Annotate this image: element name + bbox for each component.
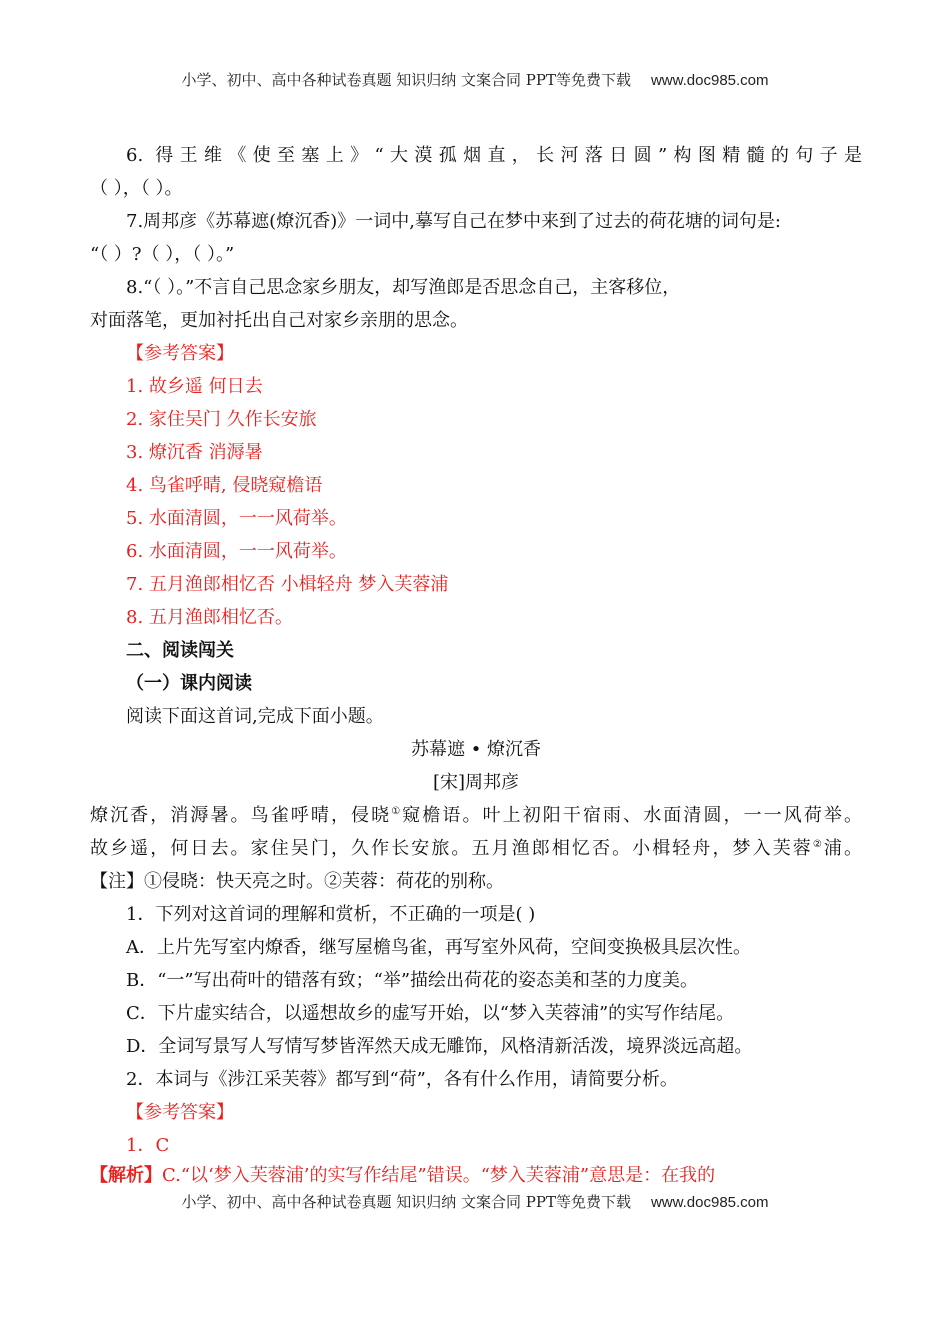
quiz-question-1: 1．下列对这首词的理解和赏析，不正确的一项是( ) xyxy=(126,904,536,925)
section-title: 二、阅读闯关 xyxy=(126,640,234,661)
answer-item: 6. 水面清圆，一一风荷举。 xyxy=(126,541,347,562)
answer-item: 5. 水面清圆，一一风荷举。 xyxy=(126,508,347,529)
quiz-option-c: C．下片虚实结合，以遥想故乡的虚写开始，以“梦入芙蓉浦”的实写作结尾。 xyxy=(126,1003,735,1024)
answer-item: 7. 五月渔郎相忆否 小楫轻舟 梦入芙蓉浦 xyxy=(126,574,449,595)
section-subtitle: （一）课内阅读 xyxy=(126,673,252,694)
header-url[interactable]: www.doc985.com xyxy=(650,72,769,89)
analysis-line xyxy=(90,1164,862,1188)
answer-item: 8. 五月渔郎相忆否。 xyxy=(126,607,293,628)
poem-title: 苏幕遮 • 燎沉香 xyxy=(410,739,542,760)
quiz-question-2: 2．本词与《涉江采芙蓉》都写到“荷”，各有什么作用，请简要分析。 xyxy=(126,1069,678,1090)
section-instruction: 阅读下面这首词,完成下面小题。 xyxy=(126,706,384,727)
question-6-line2: （ ），（ ）。 xyxy=(90,178,183,199)
answer2-heading: 【参考答案】 xyxy=(126,1102,234,1123)
poem-author: [宋]周邦彦 xyxy=(432,772,520,793)
answer-item: 4. 鸟雀呼晴, 侵晓窥檐语 xyxy=(126,475,323,496)
answer-item: 1. 故乡遥 何日去 xyxy=(126,376,263,397)
page-header xyxy=(0,69,950,90)
question-8-line1: 8.“（ ）。”不言自己思念家乡朋友，却写渔郎是否思念自己，主客移位， xyxy=(126,277,681,298)
analysis-tag: 【解析】 xyxy=(90,1165,162,1186)
answer-item: 2. 家住吴门 久作长安旅 xyxy=(126,409,317,430)
question-7-line1: 7.周邦彦《苏幕遮(燎沉香)》一词中,摹写自己在梦中来到了过去的荷花塘的词句是: xyxy=(126,211,782,232)
note-2-mark: ② xyxy=(812,839,824,850)
quiz-option-d: D．全词写景写人写情写梦皆浑然天成无雕饰，风格清新活泼，境界淡远高超。 xyxy=(126,1036,753,1057)
quiz-option-a: A．上片先写室内燎香，继写屋檐鸟雀，再写室外风荷，空间变换极具层次性。 xyxy=(126,937,751,958)
question-8-line2: 对面落笔，更加衬托出自己对家乡亲朋的思念。 xyxy=(90,310,468,331)
answer2-item-1: 1．C xyxy=(126,1135,170,1156)
page-footer xyxy=(0,1191,950,1212)
answer-item: 3. 燎沉香 消溽暑 xyxy=(126,442,263,463)
footer-text: 小学、初中、高中各种试卷真题 知识归纳 文案合同 PPT等免费下载 xyxy=(181,1193,631,1211)
poem-notes: 【注】①侵晓：快天亮之时。②芙蓉：荷花的别称。 xyxy=(90,871,504,892)
analysis-text: C.“以‘梦入芙蓉浦’的实写作结尾”错误。“梦入芙蓉浦”意思是：在我的 xyxy=(162,1165,716,1186)
note-1-mark: ① xyxy=(391,806,403,817)
question-6-line1: 6. 得王维《使至塞上》“大漠孤烟直，长河落日圆”构图精髓的句子是 xyxy=(126,145,862,166)
footer-url[interactable]: www.doc985.com xyxy=(650,1194,769,1211)
header-text: 小学、初中、高中各种试卷真题 知识归纳 文案合同 PPT等免费下载 xyxy=(181,71,631,89)
poem-line-1: 燎沉香，消溽暑。鸟雀呼晴，侵晓①窥檐语。叶上初阳干宿雨、水面清圆，一一风荷举。 xyxy=(90,805,863,826)
poem-line-2: 故乡遥，何日去。家住吴门，久作长安旅。五月渔郎相忆否。小楫轻舟，梦入芙蓉②浦。 xyxy=(90,838,863,859)
answer-heading: 【参考答案】 xyxy=(126,343,234,364)
question-7-line2: “（ ）?（ ），（ ）。” xyxy=(90,244,235,265)
quiz-option-b: B．“一”写出荷叶的错落有致；“举”描绘出荷花的姿态美和茎的力度美。 xyxy=(126,970,699,991)
